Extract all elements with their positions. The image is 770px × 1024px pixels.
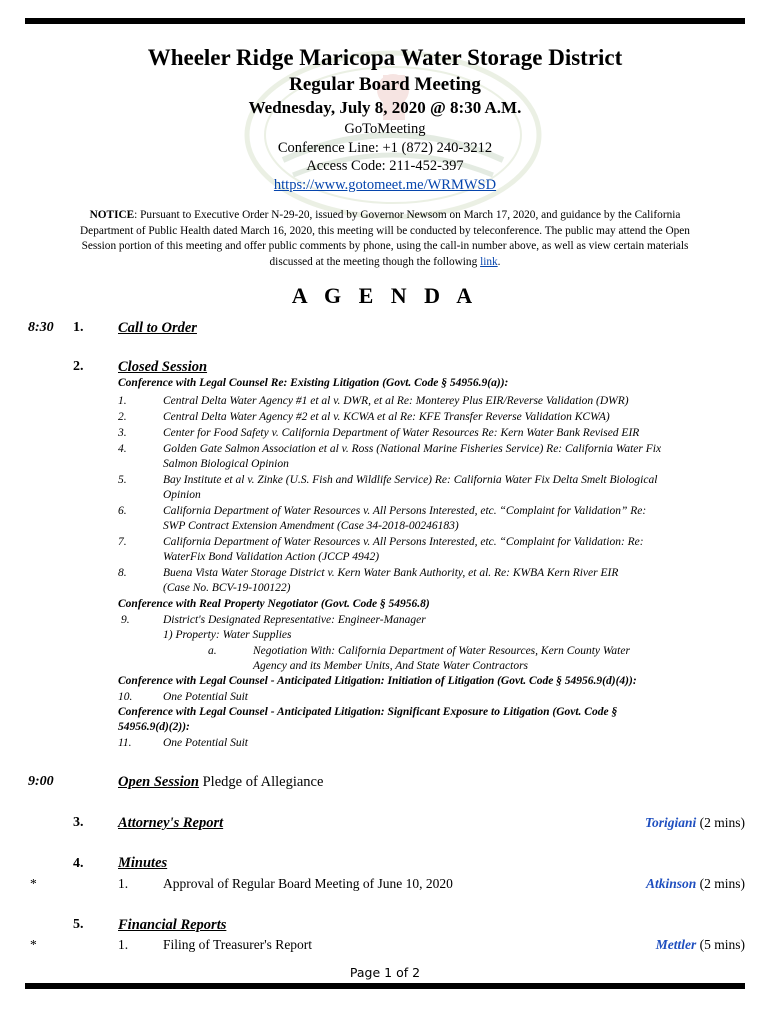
duration: (5 mins) [696, 937, 745, 952]
notice-label: NOTICE [89, 209, 135, 221]
item-5-sub-number: 1. [118, 937, 129, 952]
item-3-presenter [645, 815, 745, 831]
sub-letter: a. [208, 645, 217, 657]
case-number: 5. [118, 474, 127, 486]
item-4-number: 4. [73, 856, 84, 871]
top-rule [25, 18, 745, 24]
presenter-name: Torigiani [644, 815, 697, 830]
district-name: Wheeler Ridge Maricopa Water Storage District [147, 45, 623, 70]
item-2-number: 2. [73, 359, 84, 374]
closed-heading-real-property: Conference with Real Property Negotiator (Govt. Code § 54956.8) [118, 598, 430, 610]
open-session-rest: Pledge of Allegiance [198, 774, 324, 790]
meeting-url-link[interactable]: https://www.gotomeet.me/WRMWSD [273, 177, 497, 193]
time-900: 9:00 [28, 774, 54, 789]
presenter-name: Atkinson [645, 876, 697, 891]
case-text: Center for Food Safety v. California Department of Water Resources Re: Kern Water Bank Revised EIR [163, 427, 640, 439]
case-text: California Department of Water Resources v. All Persons Interested, etc. “Complaint for Validation: Re: [163, 536, 644, 548]
duration: (2 mins) [696, 876, 745, 891]
conference-line: Conference Line: +1 (872) 240-3212 [277, 140, 493, 156]
case-number: 11. [118, 737, 132, 749]
case-text: Golden Gate Salmon Association et al v. Ross (National Marine Fisheries Service) Re: California Water Fix [163, 443, 662, 455]
case-text-cont: WaterFix Bond Validation Action (JCCP 4942) [163, 551, 380, 563]
notice-end: . [497, 255, 501, 268]
materials-link[interactable]: link [480, 255, 498, 268]
action-asterisk: * [30, 937, 37, 952]
case-number: 1. [118, 395, 127, 407]
case-number: 7. [118, 536, 127, 548]
closed-heading-exposure: Conference with Legal Counsel - Anticipated Litigation: Significant Exposure to Litigation (Govt. Code § [118, 706, 618, 718]
representative: District's Designated Representative: Engineer-Manager [163, 614, 426, 626]
meeting-date-time: Wednesday, July 8, 2020 @ 8:30 A.M. [248, 98, 522, 117]
item-5-sub-text: Filing of Treasurer's Report [163, 937, 313, 952]
closed-heading-existing-litigation: Conference with Legal Counsel Re: Existing Litigation (Govt. Code § 54956.9(a)): [118, 377, 509, 389]
item-5-number: 5. [73, 917, 84, 932]
duration: (2 mins) [696, 815, 745, 830]
meeting-url-row [0, 177, 770, 194]
agenda-title: A G E N D A [291, 283, 479, 308]
item-4-presenter [646, 876, 745, 892]
case-text: Buena Vista Water Storage District v. Kern Water Bank Authority, et al. Re: KWBA Kern River EIR [163, 567, 619, 579]
item-4-title: Minutes [118, 855, 168, 871]
case-number: 8. [118, 567, 127, 579]
meeting-type: Regular Board Meeting [289, 74, 481, 95]
negotiation-with-cont: Agency and its Member Units, And State Water Contractors [253, 660, 529, 672]
case-number: 4. [118, 443, 127, 455]
case-text: Bay Institute et al v. Zinke (U.S. Fish and Wildlife Service) Re: California Water Fix Delta Smelt Biological [163, 474, 658, 486]
time-830: 8:30 [28, 320, 54, 335]
property: 1) Property: Water Supplies [163, 629, 292, 641]
case-text: One Potential Suit [163, 691, 248, 703]
case-number: 6. [118, 505, 127, 517]
notice-paragraph [62, 208, 708, 270]
bottom-rule [25, 983, 745, 989]
meeting-platform: GoToMeeting [344, 121, 426, 137]
case-text-cont: Opinion [163, 489, 201, 501]
open-session-title: Open Session [118, 774, 199, 790]
case-number: 2. [118, 411, 127, 423]
item-2-title: Closed Session [118, 359, 208, 375]
case-text: One Potential Suit [163, 737, 248, 749]
item-1-number: 1. [73, 320, 84, 335]
item-5-presenter [656, 937, 745, 953]
closed-heading-exposure-cont: 54956.9(d)(2)): [118, 721, 190, 733]
case-text: Central Delta Water Agency #1 et al v. DWR, et al Re: Monterey Plus EIR/Reverse Validation (DWR) [163, 395, 629, 407]
case-text-cont: Salmon Biological Opinion [163, 458, 289, 470]
case-number: 10. [118, 691, 133, 703]
case-text-cont: (Case No. BCV-19-100122) [163, 582, 291, 594]
page-number: Page 1 of 2 [349, 965, 421, 980]
case-text-cont: SWP Contract Extension Amendment (Case 34-2018-00246183) [163, 520, 459, 532]
case-number: 3. [118, 427, 127, 439]
item-4-sub-number: 1. [118, 876, 129, 891]
item-1-title: Call to Order [118, 320, 197, 336]
notice-text: : Pursuant to Executive Order N-29-20, issued by Governor Newsom on March 17, 2020, and guidance by the California Department of Public Health dated March 16, 2020, this meeting will be conducted by teleconference. The public may attend the Open Session portion of this meeting and offer public comments by phone, using the call-in number above, as well as view certain materials discussed at the meeting though the following [80, 209, 690, 268]
case-text: California Department of Water Resources v. All Persons Interested, etc. “Complaint for Validation” Re: [163, 505, 647, 517]
case-text: Central Delta Water Agency #2 et al v. KCWA et al Re: KFE Transfer Reverse Validation KCWA) [163, 411, 610, 423]
item-3-title: Attorney's Report [118, 815, 224, 831]
presenter-name: Mettler [655, 937, 697, 952]
open-session-row [118, 773, 323, 791]
access-code: Access Code: 211-452-397 [306, 158, 464, 174]
item-5-title: Financial Reports [118, 917, 227, 933]
action-asterisk: * [30, 876, 37, 891]
item-3-number: 3. [73, 815, 84, 830]
case-number: 9. [121, 614, 130, 626]
item-4-sub-text: Approval of Regular Board Meeting of June 10, 2020 [163, 876, 453, 891]
negotiation-with: Negotiation With: California Department of Water Resources, Kern County Water [253, 645, 630, 657]
closed-heading-initiation: Conference with Legal Counsel - Anticipated Litigation: Initiation of Litigation (Govt. Code § 54956.9(d)(4)): [118, 675, 637, 687]
